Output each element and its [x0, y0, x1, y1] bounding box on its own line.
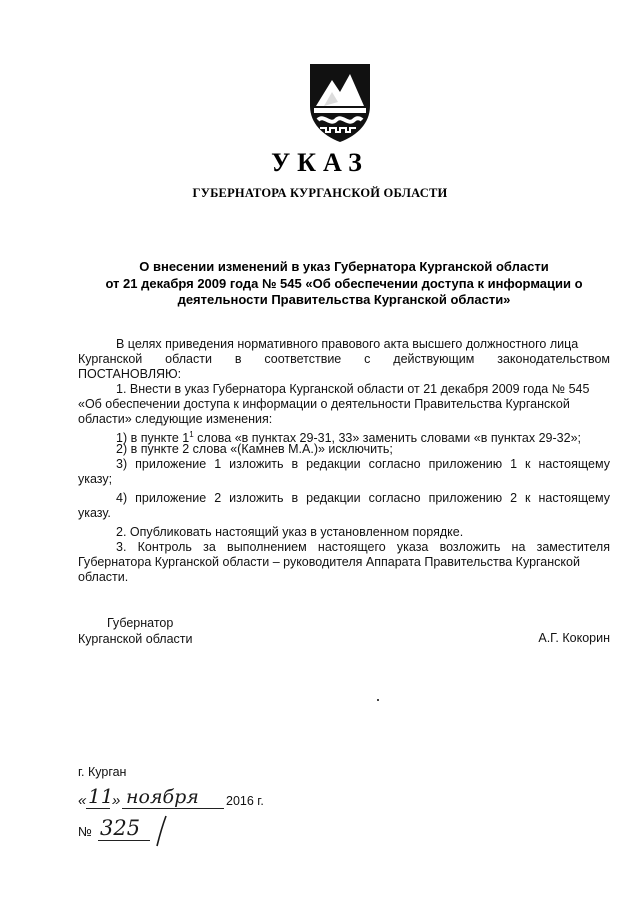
superscript: 1: [189, 430, 194, 439]
date-month-underline: [122, 808, 224, 809]
date-day-handwritten: 11: [88, 784, 114, 808]
list-item-text: 1) в пункте 1: [116, 431, 190, 446]
paragraph-line: 3. Контроль за выполнением настоящего указа возложить на заместителя: [116, 540, 610, 554]
number-label: №: [78, 824, 92, 839]
list-item-continuation: указу;: [78, 472, 113, 486]
date-year: 2016 г.: [226, 794, 264, 808]
decree-heading: [78, 259, 610, 309]
date-quote-open: «: [78, 792, 87, 809]
list-item-continuation: указу.: [78, 506, 111, 520]
heading-line: деятельности Правительства Курганской области»: [177, 292, 511, 307]
issue-date: [78, 786, 298, 814]
paragraph-line: ПОСТАНОВЛЯЮ:: [78, 367, 182, 381]
date-month-handwritten: ноября: [126, 786, 199, 808]
paragraph-line: В целях приведения нормативного правового акта высшего должностного лица: [116, 337, 579, 351]
signatory-title: [78, 615, 193, 647]
signatory-title-line: Курганской области: [78, 632, 193, 646]
list-item: 3) приложение 1 изложить в редакции согласно приложению 1 к настоящему: [116, 457, 610, 471]
decree-number: [78, 818, 198, 846]
list-item: 2) в пункте 2 слова «(Камнев М.А.)» исключить;: [116, 442, 393, 456]
date-quote-close: »: [112, 792, 121, 809]
heading-line: от 21 декабря 2009 года № 545 «Об обеспечении доступа к информации о: [105, 275, 583, 291]
date-day-underline: [86, 808, 110, 809]
paragraph-line: 1. Внести в указ Губернатора Курганской области от 21 декабря 2009 года № 545: [116, 382, 590, 396]
scan-speck: [377, 699, 379, 701]
document-title: УКАЗ: [271, 148, 369, 177]
decree-body: [78, 337, 610, 585]
paragraph-line: области.: [78, 570, 129, 584]
number-handwritten: 325: [100, 816, 141, 840]
paragraph-line: Курганской области в соответствие с действующим законодательством: [78, 352, 610, 366]
document-subtitle: ГУБЕРНАТОРА КУРГАНСКОЙ ОБЛАСТИ: [192, 186, 448, 200]
list-item-text: слова «в пунктах 29-31, 33» заменить словами «в пунктах 29-32»;: [193, 431, 582, 446]
list-item: [78, 427, 610, 446]
list-item: 4) приложение 2 изложить в редакции согласно приложению 2 к настоящему: [116, 491, 610, 505]
handwritten-stroke: [154, 814, 168, 848]
paragraph-line: «Об обеспечении доступа к информации о деятельности Правительства Курганской: [78, 397, 570, 411]
paragraph-line: области» следующие изменения:: [78, 412, 273, 426]
paragraph-line: 2. Опубликовать настоящий указ в установленном порядке.: [116, 525, 464, 539]
signatory-title-line: Губернатор: [107, 616, 174, 630]
issue-city: г. Курган: [78, 765, 127, 779]
coat-of-arms-emblem: [304, 62, 376, 144]
signatory-name: А.Г. Кокорин: [538, 631, 610, 645]
number-underline: [98, 840, 150, 841]
paragraph-line: Губернатора Курганской области – руководителя Аппарата Правительства Курганской: [78, 555, 580, 569]
heading-line: О внесении изменений в указ Губернатора Курганской области: [139, 259, 549, 274]
